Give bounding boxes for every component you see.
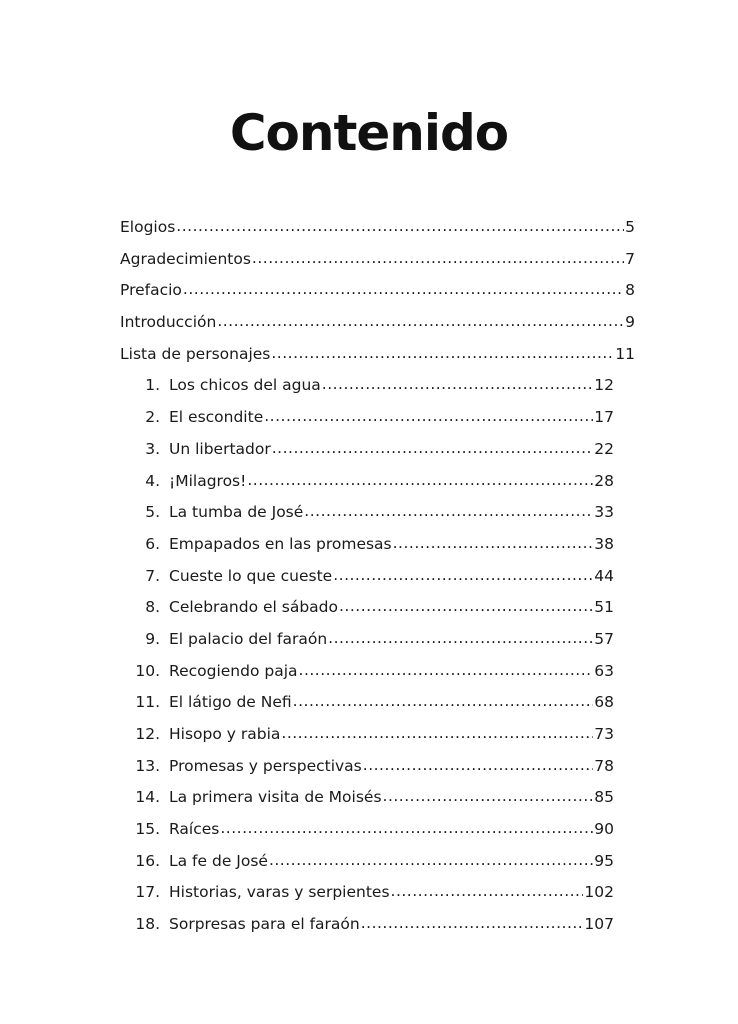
- toc-entry-front[interactable]: [120, 307, 635, 339]
- table-of-contents: [120, 212, 635, 941]
- toc-entry-label: El palacio del faraón: [169, 629, 328, 648]
- toc-entry-page: 33: [594, 503, 614, 522]
- toc-entry-chapter[interactable]: [120, 402, 635, 434]
- dot-leader: [328, 623, 593, 655]
- toc-entry-label: Un libertador: [169, 439, 271, 458]
- dot-leader: [252, 243, 624, 275]
- chapter-number: 11.: [135, 693, 160, 712]
- toc-entry-chapter[interactable]: [120, 624, 635, 656]
- toc-entry-label: Agradecimientos: [120, 249, 251, 268]
- toc-entry-label: El látigo de Nefi: [169, 693, 292, 712]
- toc-entry-chapter[interactable]: [120, 909, 635, 941]
- toc-entry-front[interactable]: [120, 244, 635, 276]
- toc-entry-label: Raíces: [169, 820, 220, 839]
- dot-leader: [269, 845, 593, 877]
- toc-entry-page: 90: [594, 820, 614, 839]
- dot-leader: [264, 401, 593, 433]
- toc-entry-label: Elogios: [120, 218, 176, 236]
- dot-leader: [272, 433, 594, 465]
- toc-entry-chapter[interactable]: [120, 687, 635, 719]
- toc-entry-front[interactable]: [120, 212, 635, 244]
- dot-leader: [176, 211, 624, 243]
- toc-entry-label: Recogiendo paja: [169, 661, 298, 680]
- toc-entry-page: 22: [594, 439, 614, 458]
- toc-entry-page: 78: [594, 756, 614, 775]
- toc-entry-label: El escondite: [169, 408, 264, 427]
- toc-entry-page: 17: [594, 408, 614, 427]
- chapter-number: 3.: [145, 439, 160, 458]
- toc-entry-page: 7: [625, 249, 635, 268]
- dot-leader: [339, 591, 593, 623]
- dot-leader: [271, 338, 614, 370]
- toc-entry-chapter[interactable]: [120, 719, 635, 751]
- dot-leader: [304, 496, 593, 528]
- toc-entry-chapter[interactable]: [120, 497, 635, 529]
- chapter-number: 14.: [135, 788, 160, 807]
- toc-entry-label: Historias, varas y serpientes: [169, 883, 390, 902]
- toc-entry-chapter[interactable]: [120, 370, 635, 402]
- toc-entry-label: La primera visita de Moisés: [169, 788, 382, 807]
- chapter-number: 9.: [145, 629, 160, 648]
- toc-entry-chapter[interactable]: [120, 592, 635, 624]
- dot-leader: [363, 750, 594, 782]
- chapter-number: 2.: [145, 408, 160, 427]
- toc-entry-page: 9: [625, 313, 635, 332]
- toc-entry-label: Promesas y perspectivas: [169, 756, 362, 775]
- toc-entry-page: 38: [594, 534, 614, 553]
- toc-entry-chapter[interactable]: [120, 877, 635, 909]
- toc-entry-chapter[interactable]: [120, 529, 635, 561]
- toc-entry-page: 73: [594, 725, 614, 743]
- chapter-number: 6.: [145, 534, 160, 553]
- toc-entry-page: 51: [594, 598, 614, 617]
- toc-entry-page: 63: [594, 661, 614, 680]
- toc-entry-page: 68: [594, 693, 614, 712]
- chapter-number: 15.: [135, 820, 160, 839]
- dot-leader: [293, 686, 594, 718]
- dot-leader: [247, 465, 593, 497]
- dot-leader: [281, 718, 593, 750]
- toc-entry-page: 5: [625, 218, 635, 236]
- toc-entry-label: Empapados en las promesas: [169, 534, 392, 553]
- dot-leader: [383, 781, 594, 813]
- toc-entry-page: 11: [615, 344, 635, 363]
- chapter-number: 8.: [145, 598, 160, 617]
- toc-entry-page: 44: [594, 566, 614, 585]
- toc-entry-page: 107: [584, 915, 614, 934]
- toc-entry-front[interactable]: [120, 275, 635, 307]
- toc-entry-page: 102: [584, 883, 614, 902]
- toc-entry-chapter[interactable]: [120, 846, 635, 878]
- dot-leader: [391, 876, 584, 908]
- chapter-number: 10.: [135, 661, 160, 680]
- toc-entry-page: 8: [625, 281, 635, 300]
- chapter-number: 1.: [145, 376, 160, 395]
- dot-leader: [217, 306, 624, 338]
- dot-leader: [299, 655, 594, 687]
- chapter-number: 5.: [145, 503, 160, 522]
- toc-entry-chapter[interactable]: [120, 434, 635, 466]
- toc-entry-label: Prefacio: [120, 281, 182, 300]
- toc-entry-chapter[interactable]: [120, 751, 635, 783]
- toc-entry-page: 28: [594, 471, 614, 490]
- dot-leader: [220, 813, 593, 845]
- dot-leader: [361, 908, 584, 940]
- toc-entry-label: La fe de José: [169, 851, 268, 870]
- chapter-number: 18.: [135, 915, 160, 934]
- toc-entry-chapter[interactable]: [120, 561, 635, 593]
- toc-entry-label: Lista de personajes: [120, 344, 271, 363]
- toc-entry-label: Hisopo y rabia: [169, 725, 281, 743]
- chapter-number: 4.: [145, 471, 160, 490]
- toc-entry-page: 12: [594, 376, 614, 395]
- chapter-number: 13.: [135, 756, 160, 775]
- toc-entry-label: Celebrando el sábado: [169, 598, 338, 617]
- chapter-number: 12.: [135, 725, 160, 743]
- toc-entry-page: 95: [594, 851, 614, 870]
- toc-entry-label: Sorpresas para el faraón: [169, 915, 360, 934]
- toc-entry-chapter[interactable]: [120, 466, 635, 498]
- toc-entry-chapter[interactable]: [120, 782, 635, 814]
- toc-entry-page: 57: [594, 629, 614, 648]
- toc-entry-label: Introducción: [120, 313, 217, 332]
- dot-leader: [183, 274, 624, 306]
- dot-leader: [333, 560, 593, 592]
- toc-entry-label: Cueste lo que cueste: [169, 566, 333, 585]
- chapter-number: 16.: [135, 851, 160, 870]
- toc-entry-chapter[interactable]: [120, 656, 635, 688]
- chapter-number: 17.: [135, 883, 160, 902]
- chapter-number: 7.: [145, 566, 160, 585]
- toc-entry-label: La tumba de José: [169, 503, 304, 522]
- page-title: Contenido: [229, 104, 509, 162]
- toc-entry-label: ¡Milagros!: [169, 471, 247, 490]
- dot-leader: [322, 369, 593, 401]
- dot-leader: [393, 528, 594, 560]
- toc-entry-front[interactable]: [120, 339, 635, 371]
- toc-entry-page: 85: [594, 788, 614, 807]
- toc-entry-chapter[interactable]: [120, 814, 635, 846]
- toc-entry-label: Los chicos del agua: [169, 376, 321, 395]
